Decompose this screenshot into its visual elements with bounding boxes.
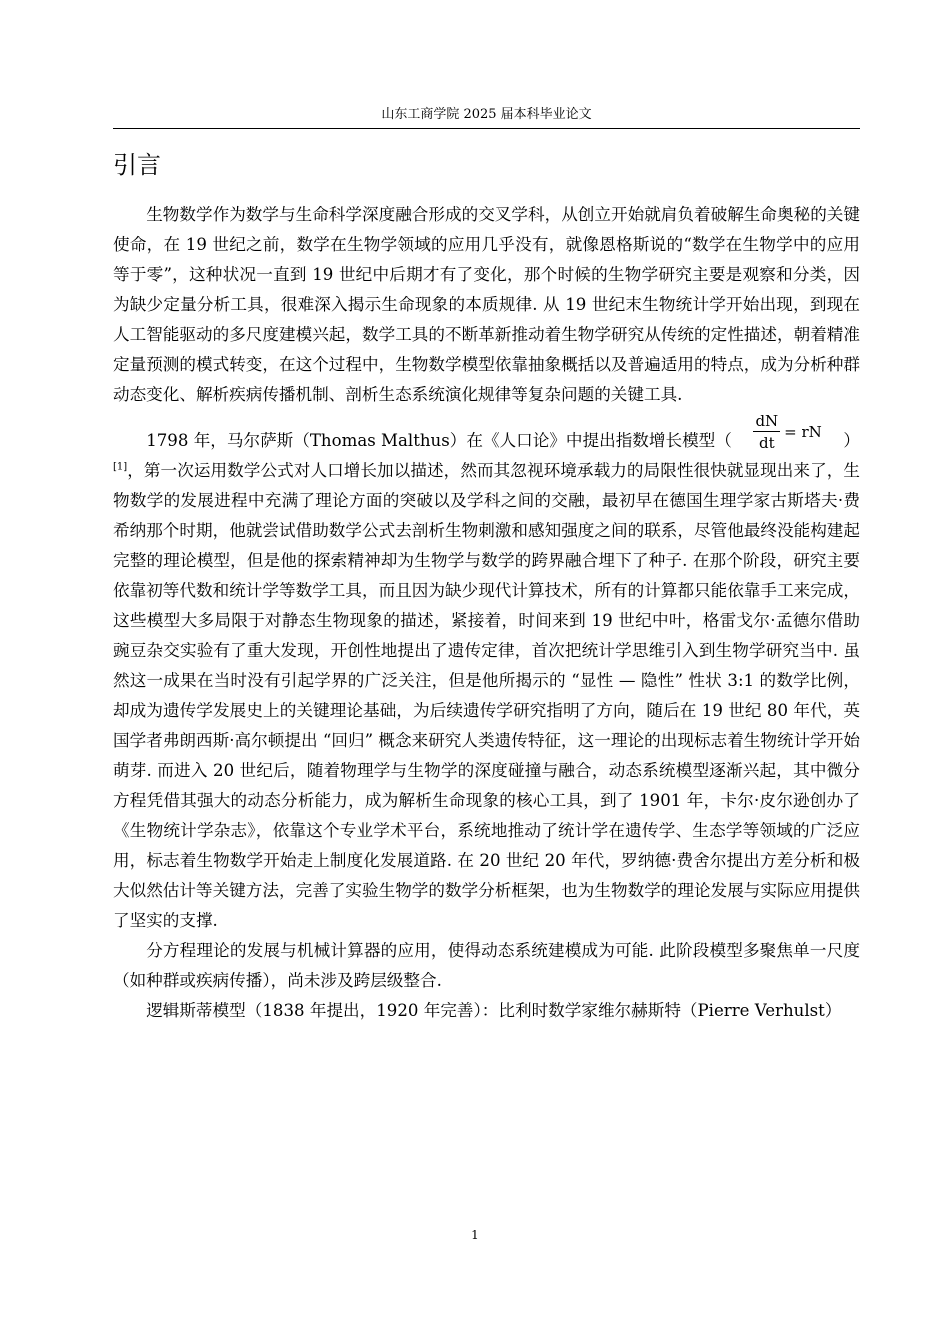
paragraph-4: 逻辑斯蒂模型（1838 年提出，1920 年完善）：比利时数学家维尔赫斯特（Pierre Verhulst） xyxy=(146,1001,842,1020)
page-number: 1 xyxy=(471,1228,479,1242)
paragraph-3: 分方程理论的发展与机械计算器的应用，使得动态系统建模成为可能. 此阶段模型多聚焦单一尺度（如种群或疾病传播），尚未涉及跨层级整合. xyxy=(113,941,860,990)
formula-close-paren: ） xyxy=(843,431,860,450)
paragraph-2-lead: 1798 年，马尔萨斯（Thomas Malthus）在《人口论》中提出指数增长模型（ xyxy=(146,431,732,450)
body-text xyxy=(113,200,860,1026)
malthus-formula xyxy=(753,412,821,452)
formula-numerator: dN xyxy=(755,412,779,430)
header-rule xyxy=(113,128,860,129)
section-title: 引言 xyxy=(113,151,161,179)
paragraph-1: 生物数学作为数学与生命科学深度融合形成的交叉学科，从创立开始就肩负着破解生命奥秘的关键使命，在 19 世纪之前，数学在生物学领域的应用几乎没有，就像恩格斯说的“数学在生物学中的应用等于零”，这种状况一直到 19 世纪中后期才有了变化，那个时候的生物学研究主要是观察和分类，因为缺少定量分析工具，很难深入揭示生命现象的本质规律. 从 19 世纪末生物统计学开始出现，到现在人工智能驱动的多尺度建模兴起，数学工具的不断革新推动着生物学研究从传统的定性描述，朝着精准定量预测的模式转变，在这个过程中，生物数学模型依靠抽象概括以及普遍适用的特点，成为分析种群动态变化、解析疾病传播机制、剖析生态系统演化规律等复杂问题的关键工具. xyxy=(113,205,860,404)
formula-fraction xyxy=(753,412,780,452)
running-header: 山东工商学院 2025 届本科毕业论文 xyxy=(381,107,592,122)
formula-line xyxy=(113,412,860,456)
paragraph-2-rest: ，第一次运用数学公式对人口增长加以描述，然而其忽视环境承载力的局限性很快就显现出来了，生物数学的发展进程中充满了理论方面的突破以及学科之间的交融，最初早在德国生理学家古斯塔夫·费希纳那个时期，他就尝试借助数学公式去剖析生物刺激和感知强度之间的联系，尽管他最终没能构建起完整的理论模型，但是他的探索精神却为生物学与数学的跨界融合埋下了种子. 在那个阶段，研究主要依靠初等代数和统计学等数学工具，而且因为缺少现代计算技术，所有的计算都只能依靠手工来完成，这些模型大多局限于对静态生物现象的描述，紧接着，时间来到 19 世纪中叶，格雷戈尔·孟德尔借助豌豆杂交实验有了重大发现，开创性地提出了遗传定律，首次把统计学思维引入到生物学研究当中. 虽然这一成果在当时没有引起学界的广泛关注，但是他所揭示的 “显性 — 隐性” 性状 3:1 的数学比例，却成为遗传学发展史上的关键理论基础，为后续遗传学研究指明了方向，随后在 19 世纪 80 年代，英国学者弗朗西斯·高尔顿提出 “回归” 概念来研究人类遗传特征，这一理论的出现标志着生物统计学开始萌芽. 而进入 20 世纪后，随着物理学与生物学的深度碰撞与融合，动态系统模型逐渐兴起，其中微分方程凭借其强大的动态分析能力，成为解析生命现象的核心工具，到了 1901 年，卡尔·皮尔逊创办了《生物统计学杂志》，依靠这个专业学术平台，系统地推动了统计学在遗传学、生态学等领域的广泛应用，标志着生物数学开始走上制度化发展道路. 在 20 世纪 20 年代，罗纳德·费舍尔提出方差分析和极大似然估计等关键方法，完善了实验生物学的数学分析框架，也为生物数学的理论发展与实际应用提供了坚实的支撑. xyxy=(113,461,860,930)
formula-denominator: dt xyxy=(758,434,775,452)
citation-1[interactable]: [1] xyxy=(113,461,128,473)
paragraph-2-body xyxy=(113,456,860,936)
formula-rhs: = rN xyxy=(784,423,822,441)
